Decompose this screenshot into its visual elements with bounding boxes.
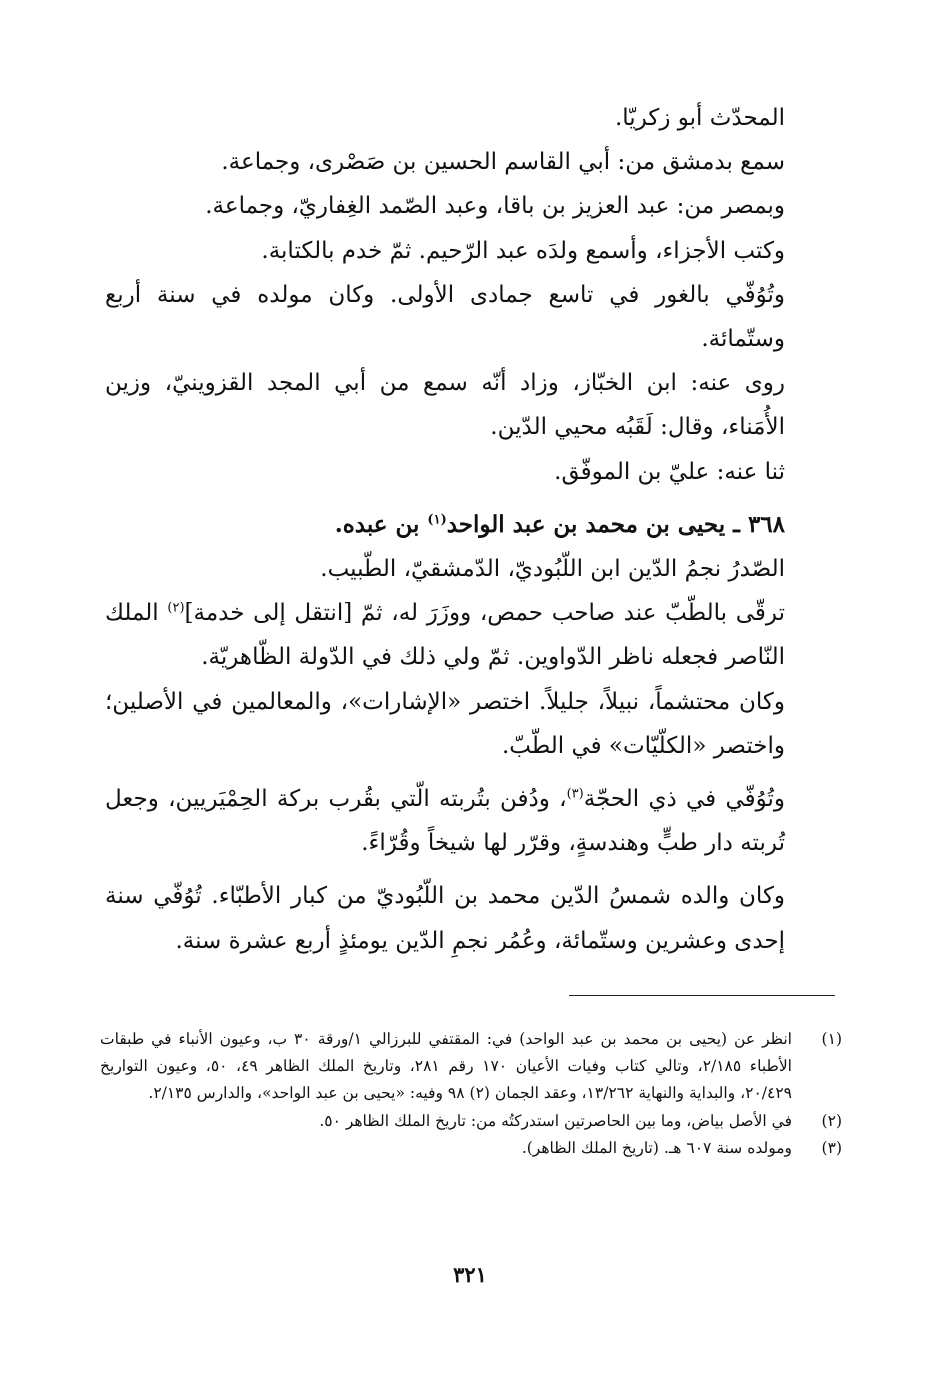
footnote-ref: (٣) bbox=[566, 786, 584, 802]
text-line: وبمصر من: عبد العزيز بن باقا، وعبد الصّمد الغِفاريّ، وجماعة. bbox=[205, 193, 785, 220]
footnote-text: في الأصل بياض، وما بين الحاصرتين استدركتُه من: تاريخ الملك الظاهر ٥٠. bbox=[319, 1111, 792, 1130]
paragraph-wafat-continued: ، ودُفن بتُربته الّتي بقُرب بركة الحِمْيَريين، وجعل تُربته دار طبٍّ وهندسةٍ، وقرّر لها شيخاً وقُرّاءً. bbox=[105, 786, 785, 857]
paragraph-wafat-text: وتُوُفّي في ذي الحجّة bbox=[583, 786, 786, 813]
footnote-ref: (١) bbox=[427, 512, 447, 528]
entry-name-tail: بن عبده. bbox=[334, 510, 420, 538]
text-line: روى عنه: ابن الخبّاز، وزاد أنّه سمع من أبي المجد القزوينيّ، وزين الأُمَناء، وقال: لَقَبُه محيي الدّين. bbox=[105, 370, 785, 441]
footnotes bbox=[100, 1026, 842, 1162]
entry-name: ـ يحيى بن محمد بن عبد الواحد bbox=[446, 510, 740, 538]
text-line: سمع بدمشق من: أبي القاسم الحسين بن صَصْرى، وجماعة. bbox=[221, 149, 785, 176]
page-number: ٣٢١ bbox=[453, 1262, 487, 1287]
text-line: وتُوُفّي بالغور في تاسع جمادى الأولى. وكان مولده في سنة أربع وستّمائة. bbox=[105, 281, 785, 353]
footnote-number: (٣) bbox=[821, 1138, 842, 1157]
footnote-number: (١) bbox=[821, 1030, 842, 1048]
text-line: ثنا عنه: عليّ بن الموفّق. bbox=[554, 458, 785, 485]
text-line: المحدّث أبو زكريّا. bbox=[614, 105, 785, 131]
paragraph-sadr: الصّدرُ نجمُ الدّين ابن اللّبُوديّ، الدّمشقيّ، الطّبيب. bbox=[320, 556, 785, 583]
footnote-item bbox=[100, 1135, 842, 1162]
footnote-item bbox=[100, 1108, 842, 1135]
footnote-separator bbox=[569, 995, 835, 996]
paragraph-taraqqa-continued: الملك النّاصر فجعله ناظر الدّواوين. ثمّ ولي ذلك في الدّولة الظّاهريّة. bbox=[105, 600, 785, 671]
paragraph-kana: وكان محتشماً، نبيلاً، جليلاً. اختصر «الإشارات»، والمعالمين في الأصلين؛ واختصر «الكلّيّات» في الطّبّ. bbox=[105, 688, 785, 759]
footnote-ref: (٢) bbox=[167, 600, 185, 616]
footnote-number: (٢) bbox=[821, 1111, 842, 1130]
text-line: وكتب الأجزاء، وأسمع ولدَه عبد الرّحيم. ثمّ خدم بالكتابة. bbox=[261, 237, 785, 264]
paragraph-taraqqa bbox=[105, 591, 835, 679]
paragraph-taraqqa-text: ترقّى بالطّبّ عند صاحب حمص، ووزَرَ له، ثمّ [انتقل إلى خدمة] bbox=[184, 600, 785, 627]
entry-number: ٣٦٨ bbox=[747, 510, 785, 538]
paragraph-walid: وكان والده شمسُ الدّين محمد بن اللّبُوديّ من كبار الأطبّاء. تُوُفّي سنة إحدى وعشرين وستّمائة، وعُمُر نجمِ الدّين يومئذٍ أربع عشرة سنة. bbox=[105, 883, 785, 954]
footnote-text: ومولده سنة ٦٠٧ هـ. (تاريخ الملك الظاهر). bbox=[521, 1138, 792, 1157]
main-text bbox=[105, 96, 835, 963]
entry-heading bbox=[105, 503, 835, 547]
footnote-item bbox=[100, 1026, 842, 1108]
paragraph-wafat bbox=[105, 777, 835, 865]
footnote-text: انظر عن (يحيى بن محمد بن عبد الواحد) في: المقتفي للبرزالي ١/ورقة ٣٠ ب، وعيون الأنباء في طبقات الأطباء ٢/١٨٥، وتالي كتاب وفيات الأعيان ١٧٠ رقم ٢٨١، وتاريخ الملك الظاهر ٤٩، ٥٠، وعيون التواريخ ٢٠/٤٢٩، والبداية والنهاية ١٣/٢٦٢، وعقد الجمان (٢) ٩٨ وفيه: «يحيى بن عبد الواحد»، والدارس ٢/١٣٥. bbox=[100, 1030, 792, 1103]
